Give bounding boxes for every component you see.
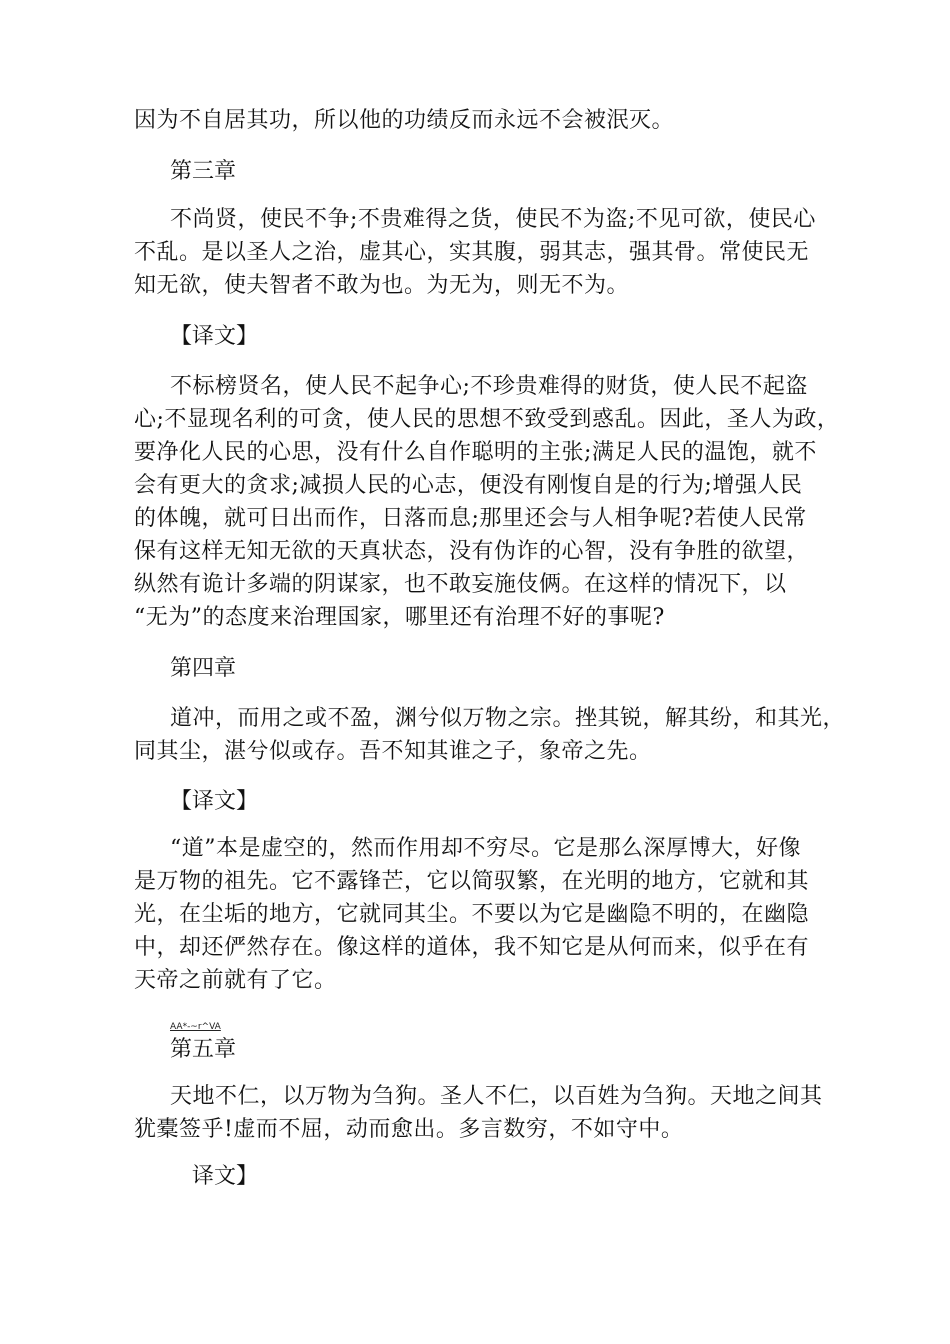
text-line: 保有这样无知无欲的天真状态，没有伪诈的心智，没有争胜的欲望， — [134, 539, 810, 564]
text-line: 犹橐签乎!虚而不屈，动而愈出。多言数穷，不如守中。 — [134, 1117, 684, 1142]
chapter4-translation-paragraph — [134, 832, 834, 997]
text-line: “道”本是虚空的，然而作用却不穷尽。它是那么深厚博大，好像 — [170, 836, 801, 861]
text-line: 不标榜贤名，使人民不起争心;不珍贵难得的财货，使人民不起盗 — [170, 374, 808, 399]
text-line: 光，在尘垢的地方，它就同其尘。不要以为它是幽隐不明的，在幽隐 — [134, 902, 810, 927]
text-line: 会有更大的贪求;减损人民的心志，便没有刚愎自是的行为;增强人民 — [134, 473, 803, 498]
text-line: 是万物的祖先。它不露锋芒，它以简驭繁，在光明的地方，它就和其 — [134, 869, 810, 894]
chapter3-translation-label: 【译文】 — [170, 324, 259, 349]
text-line: 天地不仁，以万物为刍狗。圣人不仁，以百姓为刍狗。天地之间其 — [170, 1084, 823, 1109]
text-line: 不乱。是以圣人之治，虚其心，实其腹，弱其志，强其骨。常使民无 — [134, 240, 810, 265]
text-line: 知无欲，使夫智者不敢为也。为无为，则无不为。 — [134, 273, 630, 298]
text-line: 道冲，而用之或不盈，渊兮似万物之宗。挫其锐，解其纷，和其光， — [170, 706, 846, 731]
chapter5-translation-label: 译文】 — [192, 1164, 259, 1189]
chapter3-original-paragraph — [134, 203, 834, 302]
text-line: 的体魄，就可日出而作，日落而息;那里还会与人相争呢?若使人民常 — [134, 506, 807, 531]
chapter5-title: 第五章 — [170, 1037, 237, 1062]
text-line: 因为不自居其功，所以他的功绩反而永远不会被泯灭。 — [134, 108, 675, 133]
chapter3-title: 第三章 — [170, 159, 237, 184]
chapter5-original-paragraph — [134, 1080, 834, 1146]
text-line: 同其尘，湛兮似或存。吾不知其谁之子，象帝之先。 — [134, 739, 652, 764]
chapter4-title: 第四章 — [170, 656, 237, 681]
chapter4-translation-label: 【译文】 — [170, 789, 259, 814]
text-line: 要净化人民的心思，没有什么自作聪明的主张;满足人民的温饱，就不 — [134, 440, 817, 465]
text-line: 纵然有诡计多端的阴谋家，也不敢妄施伎俩。在这样的情况下，以 — [134, 572, 787, 597]
chapter3-translation-paragraph — [134, 370, 840, 634]
chapter2-tail-paragraph — [134, 104, 834, 137]
text-line: 中，却还俨然存在。像这样的道体，我不知它是从何而来，似乎在有 — [134, 935, 810, 960]
text-line: “无为”的态度来治理国家，哪里还有治理不好的事呢? — [134, 605, 665, 630]
text-line: 天帝之前就有了它。 — [134, 968, 337, 993]
stray-mark-text: AA*-~r^VA — [170, 1022, 221, 1032]
text-line: 不尚贤，使民不争;不贵难得之货，使民不为盗;不见可欲，使民心 — [170, 207, 816, 232]
chapter4-original-paragraph — [134, 702, 846, 768]
text-line: 心;不显现名利的可贪，使人民的思想不致受到惑乱。因此，圣人为政， — [134, 407, 840, 432]
